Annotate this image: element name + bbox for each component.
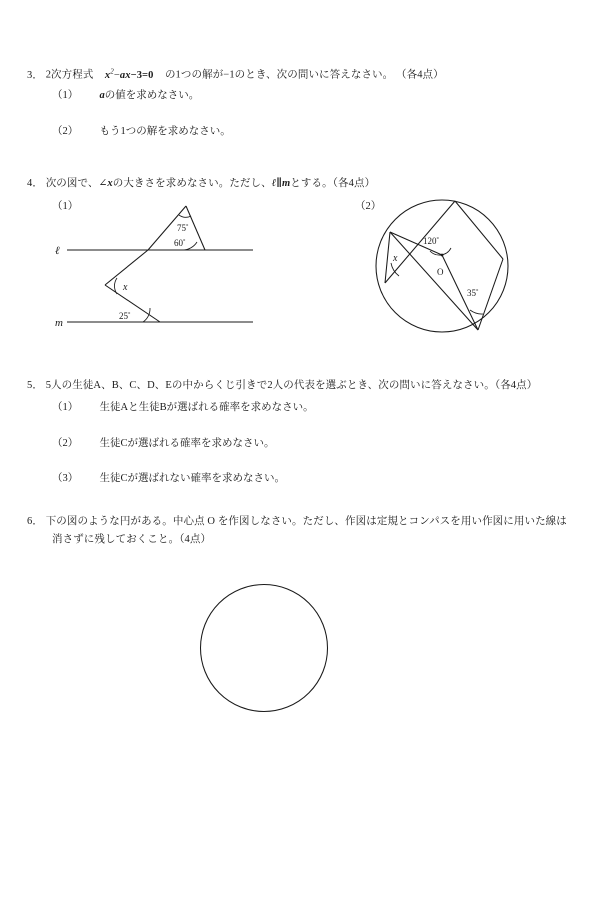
- problem-3-stem-pre: 2次方程式: [45, 69, 94, 81]
- problem-5-stem-text: 5人の生徒A、B、C、D、Eの中からくじ引きで2人の代表を選ぶとき、次の問いに答えなさい。: [45, 380, 495, 391]
- problem-5-points: （各4点）: [494, 380, 538, 391]
- problem-5-item-1: [52, 400, 314, 415]
- angle-label-x: x: [123, 282, 128, 293]
- figure-4-2-circle-star: [375, 197, 515, 342]
- problem-5-item-2-text: 生徒Cが選ばれる確率を求めなさい。: [99, 438, 275, 449]
- segment-l-to-x: [105, 250, 148, 285]
- problem-3-item-2-label: （2）: [52, 126, 79, 137]
- problem-6-stem-line-2: [52, 532, 211, 547]
- problem-3-item-1-text: の値を求めなさい。: [104, 90, 200, 101]
- problem-3-item-1-var: a: [99, 90, 105, 101]
- problem-4-number: 4．: [27, 178, 43, 189]
- circle-to-construct: [201, 585, 328, 712]
- problem-4-stem-lines: ℓ∥m: [271, 178, 291, 189]
- problem-3-item-1: [52, 88, 199, 103]
- problem-5-stem: [27, 378, 537, 393]
- circle-outline: [376, 200, 508, 332]
- problem-4-stem-mid: の大きさを求めなさい。ただし、: [112, 178, 272, 189]
- label-line-l: ℓ: [55, 245, 60, 257]
- arc-25: [143, 308, 150, 322]
- problem-4-stem-var: x: [107, 178, 113, 189]
- segment-apex-to-right: [186, 206, 205, 250]
- angle-label-25: 25°: [119, 311, 131, 321]
- problem-3-item-1-label: （1）: [52, 90, 79, 101]
- figure-4-1-parallel-lines: [55, 195, 265, 340]
- label-line-m: m: [55, 317, 63, 329]
- problem-3-item-2: [52, 124, 231, 139]
- problem-4-stem-pre: 次の図で、∠: [45, 178, 108, 189]
- problem-4-stem-post: とする。: [290, 178, 333, 189]
- problem-6-points: （4点）: [179, 534, 212, 545]
- arc-75: [179, 215, 191, 217]
- segment-x-to-m: [105, 285, 160, 322]
- angle-label-60: 60°: [174, 238, 186, 248]
- angle-label-35: 35°: [467, 288, 479, 298]
- center-label-O: O: [437, 267, 444, 277]
- problem-3-equation: $x^2-ax-3=0$: [104, 67, 154, 81]
- problem-3-number: 3．: [27, 69, 43, 81]
- problem-6-number: 6．: [27, 516, 43, 527]
- problem-4-item-2-label: （2）: [355, 201, 382, 212]
- problem-3-points: （各4点）: [396, 69, 444, 81]
- angle-label-x-circle: x: [393, 253, 398, 264]
- problem-5-item-3: [52, 471, 285, 486]
- figure-6-plain-circle: [196, 580, 332, 716]
- problem-5-item-1-label: （1）: [52, 402, 79, 413]
- chord-bottomright-to-right: [478, 259, 503, 330]
- problem-4-stem: [27, 176, 375, 191]
- angle-label-120: 120°: [423, 236, 439, 246]
- problem-3-stem: [27, 64, 444, 83]
- problem-3-item-2-text: もう1つの解を求めなさい。: [99, 126, 231, 137]
- problem-4-item-1-label: （1）: [52, 201, 79, 212]
- chord-top-to-lowerleft: [385, 201, 455, 283]
- chord-upperleft-to-bottomright: [390, 232, 478, 330]
- problem-6-stem-text-2: 消さずに残しておくこと。: [52, 534, 180, 545]
- problem-5-number: 5．: [27, 380, 43, 391]
- problem-4-points: （各4点）: [332, 178, 376, 189]
- problem-3-stem-post: の1つの解が−1のとき、次の問いに答えなさい。: [164, 69, 394, 81]
- problem-6-stem-text-1: 下の図のような円がある。中心点 O を作図しなさい。ただし、作図は定規とコンパスを用い作図に用いた線は: [45, 516, 567, 527]
- chord-right-to-top: [455, 201, 503, 259]
- problem-5-item-3-text: 生徒Cが選ばれない確率を求めなさい。: [99, 473, 286, 484]
- arc-35: [470, 310, 483, 314]
- angle-label-75: 75°: [177, 223, 189, 233]
- problem-5-item-2-label: （2）: [52, 438, 79, 449]
- chord-lowerleft-to-upperleft: [385, 232, 390, 283]
- problem-5-item-2: [52, 436, 275, 451]
- problem-5-item-1-text: 生徒Aと生徒Bが選ばれる確率を求めなさい。: [99, 402, 314, 413]
- problem-6-stem-line-1: [27, 514, 567, 529]
- problem-5-item-3-label: （3）: [52, 473, 79, 484]
